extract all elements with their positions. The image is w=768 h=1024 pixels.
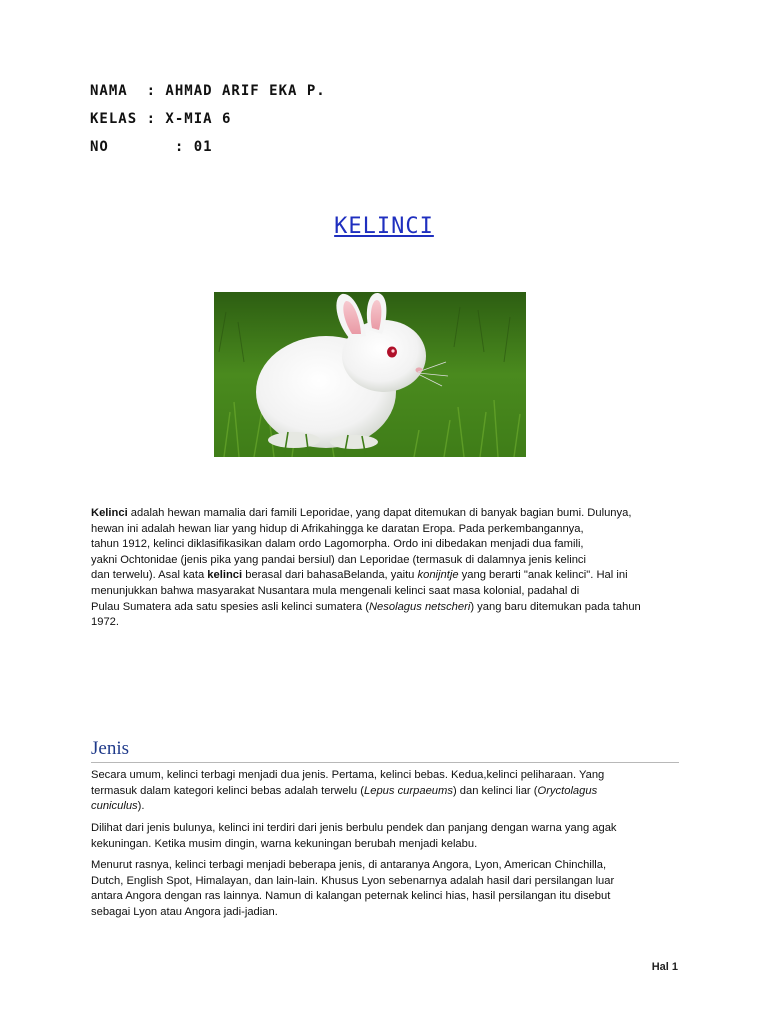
page-number: Hal 1 (651, 961, 678, 973)
student-number-line: NO : 01 (90, 139, 213, 155)
section-divider (91, 762, 679, 763)
section-text-2: Dilihat dari jenis bulunya, kelinci ini terdiri dari jenis berbulu pendek dan panjang dengan warna yang agak kekuningan. Ketika musim dingin, warna kekuningan berubah menjadi kelabu. (91, 822, 617, 850)
student-name-line: NAMA : AHMAD ARIF EKA P. (90, 83, 326, 99)
section-paragraph-2 (91, 821, 691, 852)
rabbit-photo (214, 292, 526, 457)
section-paragraph-1 (91, 768, 691, 815)
page-title: KELINCI (334, 214, 434, 239)
section-paragraph-3 (91, 858, 691, 920)
student-class-line: KELAS : X-MIA 6 (90, 111, 232, 127)
section-heading-jenis: Jenis (91, 738, 129, 759)
section-text-1: Secara umum, kelinci terbagi menjadi dua jenis. Pertama, kelinci bebas. Kedua,kelinci peliharaan. Yang termasuk dalam kategori kelinci bebas adalah terwelu (Lepus curpaeums) dan kelinci liar (Oryctolagus cuniculus). (91, 769, 605, 813)
intro-paragraph (91, 506, 691, 631)
intro-text: Kelinci adalah hewan mamalia dari famili Leporidae, yang dapat ditemukan di banyak bagian bumi. Dulunya, hewan ini adalah hewan liar yang hidup di Afrikahingga ke daratan Eropa. Pada perkembangannya, tahun 1912, kelinci diklasifikasikan dalam ordo Lagomorpha. Ordo ini dibedakan menjadi dua famili, yakni Ochtonidae (jenis pika yang pandai bersiul) dan Leporidae (termasuk di dalamnya jenis kelinci dan terwelu). Asal kata kelinci berasal dari bahasaBelanda, yaitu konijntje yang berarti "anak kelinci". Hal ini menunjukkan bahwa masyarakat Nusantara mula mengenali kelinci saat masa kolonial, padahal di Pulau Sumatera ada satu spesies asli kelinci sumatera (Nesolagus netscheri) yang baru ditemukan pada tahun 1972. (91, 507, 641, 629)
section-text-3: Menurut rasnya, kelinci terbagi menjadi beberapa jenis, di antaranya Angora, Lyon, American Chinchilla, Dutch, English Spot, Himalayan, dan lain-lain. Khusus Lyon sebenarnya adalah hasil dari persilangan luar antara Angora dengan ras lainnya. Namun di kalangan peternak kelinci hias, hasil persilangan itu disebut sebagai Lyon atau Angora jadi-jadian. (91, 859, 615, 918)
